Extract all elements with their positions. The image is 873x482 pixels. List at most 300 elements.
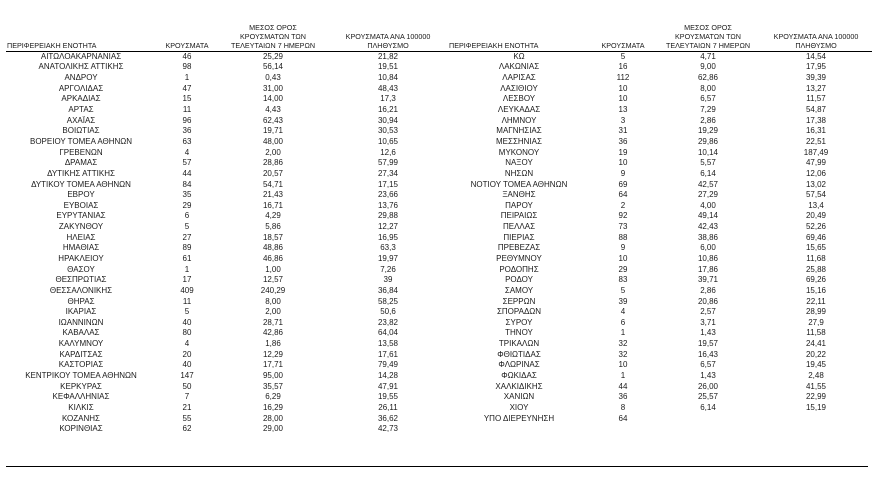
cell-avg: 48,86 [262, 243, 284, 253]
cell-avg: 26,00 [697, 381, 719, 391]
cell-rate: 187,49 [803, 147, 829, 157]
cell-region: ΚΟΖΑΝΗΣ [61, 413, 101, 423]
table-row [6, 158, 448, 169]
cell-cases: 7 [184, 392, 190, 402]
table-row [448, 126, 872, 137]
cell-avg: 46,86 [262, 253, 284, 263]
cell-rate: 30,53 [377, 126, 399, 136]
cell-cases: 15 [182, 94, 192, 104]
cell-region: ΔΥΤΙΚΗΣ ΑΤΤΙΚΗΣ [47, 168, 115, 178]
table-row [6, 403, 448, 414]
table-row [6, 147, 448, 158]
cell-region: ΧΑΛΚΙΔΙΚΗΣ [495, 381, 543, 391]
cell-rate: 12,06 [805, 168, 827, 178]
cell-avg: 6,29 [265, 392, 281, 402]
header-avg-line1: ΜΕΣΟΣ ΟΡΟΣ [684, 22, 732, 32]
cell-cases: 147 [180, 371, 194, 381]
cell-region: ΠΕΙΡΑΙΩΣ [500, 211, 538, 221]
cell-region: ΛΑΣΙΘΙΟΥ [500, 83, 538, 93]
cell-cases: 10 [618, 94, 628, 104]
cell-rate: 57,99 [377, 158, 399, 168]
cell-cases: 47 [182, 83, 192, 93]
table-row [6, 51, 448, 62]
table-row [6, 232, 448, 243]
cell-avg: 4,71 [700, 51, 716, 61]
header-region: ΠΕΡΙΦΕΡΕΙΑΚΗ ΕΝΟΤΗΤΑ [6, 14, 156, 51]
cell-region: ΚΑΣΤΟΡΙΑΣ [58, 360, 104, 370]
cell-region: ΚΕΦΑΛΛΗΝΙΑΣ [52, 392, 110, 402]
cell-avg: 16,71 [262, 200, 284, 210]
cell-avg: 19,57 [697, 339, 719, 349]
cell-avg: 48,00 [262, 136, 284, 146]
table-row [6, 254, 448, 265]
cell-cases: 11 [182, 105, 192, 115]
table-row [6, 62, 448, 73]
cell-avg: 62,86 [697, 73, 719, 83]
table-row [6, 360, 448, 371]
cell-rate: 22,99 [805, 392, 827, 402]
cell-region: ΦΘΙΩΤΙΔΑΣ [497, 349, 541, 359]
table-body-left [6, 51, 448, 435]
cell-avg: 29,00 [262, 424, 284, 434]
cell-rate: 10,84 [377, 73, 399, 83]
cell-cases: 5 [184, 222, 190, 232]
cell-avg: 42,57 [697, 179, 719, 189]
cell-cases: 13 [618, 105, 628, 115]
header-rate-line2: ΠΛΗΘΥΣΜΟ [795, 40, 837, 50]
table-row [448, 147, 872, 158]
cell-avg: 5,86 [265, 222, 281, 232]
table-row [448, 318, 872, 329]
cell-cases: 40 [182, 317, 192, 327]
cell-cases: 64 [618, 413, 628, 423]
cell-avg: 14,00 [262, 94, 284, 104]
cell-rate: 24,41 [805, 339, 827, 349]
cell-rate: 63,3 [380, 243, 396, 253]
cell-region: ΣΑΜΟΥ [504, 285, 534, 295]
cell-rate: 15,16 [805, 285, 827, 295]
cell-cases: 98 [182, 62, 192, 72]
cell-avg: 7,29 [700, 105, 716, 115]
cell-cases: 2 [620, 200, 626, 210]
cell-rate: 54,87 [805, 105, 827, 115]
cell-avg: 39,71 [697, 275, 719, 285]
cell-avg: 4,29 [265, 211, 281, 221]
cell-avg: 10,14 [697, 147, 719, 157]
cell-cases: 83 [618, 275, 628, 285]
cell-cases: 21 [182, 402, 192, 412]
cell-cases: 3 [620, 115, 626, 125]
cell-cases: 36 [182, 126, 192, 136]
cell-rate: 13,4 [808, 200, 824, 210]
cell-cases: 73 [618, 222, 628, 232]
cell-cases: 10 [618, 158, 628, 168]
cell-cases: 36 [618, 392, 628, 402]
cell-rate: 57,54 [805, 190, 827, 200]
cell-cases: 1 [184, 264, 190, 274]
cell-rate: 21,82 [377, 51, 399, 61]
cell-rate: 47,91 [377, 381, 399, 391]
cell-cases: 39 [618, 296, 628, 306]
cell-region: ΛΑΚΩΝΙΑΣ [498, 62, 540, 72]
table-row [448, 137, 872, 148]
cell-cases: 10 [618, 360, 628, 370]
cell-rate: 17,61 [377, 349, 399, 359]
table-row [6, 179, 448, 190]
cell-rate: 16,21 [377, 105, 399, 115]
cell-avg: 12,57 [262, 275, 284, 285]
table-row [448, 115, 872, 126]
cell-avg: 16,43 [697, 349, 719, 359]
header-avg [656, 14, 760, 51]
table-row [448, 83, 872, 94]
cell-cases: 6 [184, 211, 190, 221]
cell-rate: 13,58 [377, 339, 399, 349]
cell-avg: 28,86 [262, 158, 284, 168]
cell-cases: 62 [182, 424, 192, 434]
cell-cases: 89 [182, 243, 192, 253]
cell-rate: 47,99 [805, 158, 827, 168]
cell-region: ΒΟΙΩΤΙΑΣ [62, 126, 100, 136]
cell-cases: 4 [184, 339, 190, 349]
cell-cases: 4 [620, 307, 626, 317]
header-avg [218, 14, 328, 51]
cell-region: ΔΡΑΜΑΣ [64, 158, 98, 168]
cell-region: ΧΙΟΥ [509, 402, 529, 412]
cell-avg: 18,57 [262, 232, 284, 242]
cell-cases: 36 [618, 136, 628, 146]
cell-rate: 14,54 [805, 51, 827, 61]
cell-avg: 42,43 [697, 222, 719, 232]
cell-region: ΧΑΝΙΩΝ [503, 392, 535, 402]
cell-region: ΡΕΘΥΜΝΟΥ [496, 253, 542, 263]
cell-region: ΜΑΓΝΗΣΙΑΣ [496, 126, 542, 136]
table-row [448, 296, 872, 307]
cell-region: ΑΡΓΟΛΙΔΑΣ [58, 83, 104, 93]
table-row [448, 371, 872, 382]
cell-cases: 1 [620, 371, 626, 381]
cell-region: ΑΡΚΑΔΙΑΣ [61, 94, 101, 104]
cell-region: ΖΑΚΥΝΘΟΥ [58, 222, 104, 232]
table-row [6, 126, 448, 137]
cell-rate: 29,88 [377, 211, 399, 221]
cell-cases: 27 [182, 232, 192, 242]
table-row [6, 200, 448, 211]
cell-region: ΣΕΡΡΩΝ [502, 296, 536, 306]
table-row [448, 286, 872, 297]
cell-cases: 8 [620, 402, 626, 412]
cell-rate: 16,95 [377, 232, 399, 242]
cell-avg: 0,43 [265, 73, 281, 83]
cell-rate: 13,76 [377, 200, 399, 210]
cell-region: ΑΝΑΤΟΛΙΚΗΣ ΑΤΤΙΚΗΣ [38, 62, 124, 72]
table-row [448, 413, 872, 424]
cell-avg: 25,29 [262, 51, 284, 61]
cell-cases: 64 [618, 190, 628, 200]
table-row [6, 94, 448, 105]
cell-region: ΙΩΑΝΝΙΝΩΝ [58, 317, 104, 327]
cell-cases: 6 [620, 317, 626, 327]
header-region: ΠΕΡΙΦΕΡΕΙΑΚΗ ΕΝΟΤΗΤΑ [448, 14, 590, 51]
cell-region: ΕΥΒΟΙΑΣ [63, 200, 99, 210]
table-row [6, 413, 448, 424]
cell-avg: 2,86 [700, 115, 716, 125]
cell-cases: 63 [182, 136, 192, 146]
cell-avg: 8,00 [265, 296, 281, 306]
cell-rate: 17,38 [805, 115, 827, 125]
table-row [6, 211, 448, 222]
cell-cases: 32 [618, 349, 628, 359]
cell-avg: 54,71 [262, 179, 284, 189]
cell-rate: 79,49 [377, 360, 399, 370]
cell-cases: 409 [180, 285, 194, 295]
table-row [448, 339, 872, 350]
table-body-right [448, 51, 872, 424]
cell-rate: 16,31 [805, 126, 827, 136]
cell-region: ΤΡΙΚΑΛΩΝ [498, 339, 540, 349]
cell-rate: 52,26 [805, 222, 827, 232]
cell-region: ΚΑΡΔΙΤΣΑΣ [59, 349, 103, 359]
table-row [6, 73, 448, 84]
table-row [448, 243, 872, 254]
cell-rate: 20,49 [805, 211, 827, 221]
cell-region: ΘΕΣΠΡΩΤΙΑΣ [55, 275, 107, 285]
cell-region: ΙΚΑΡΙΑΣ [65, 307, 97, 317]
cell-avg: 17,71 [262, 360, 284, 370]
cell-region: ΠΡΕΒΕΖΑΣ [497, 243, 541, 253]
cell-avg: 9,00 [700, 62, 716, 72]
table-row [448, 158, 872, 169]
cell-rate: 48,43 [377, 83, 399, 93]
cell-region: ΛΗΜΝΟΥ [501, 115, 537, 125]
cell-region: ΡΟΔΟΥ [505, 275, 533, 285]
cell-rate: 41,55 [805, 381, 827, 391]
header-cases: ΚΡΟΥΣΜΑΤΑ [590, 14, 656, 51]
cell-avg: 56,14 [262, 62, 284, 72]
cell-avg: 19,29 [697, 126, 719, 136]
table-row [6, 392, 448, 403]
table-row [448, 62, 872, 73]
cell-region: ΦΩΚΙΔΑΣ [501, 371, 537, 381]
table-row [448, 222, 872, 233]
cell-rate: 69,46 [805, 232, 827, 242]
cell-region: ΘΑΣΟΥ [67, 264, 95, 274]
cell-rate: 15,19 [805, 402, 827, 412]
cell-cases: 96 [182, 115, 192, 125]
header-avg-line2: ΚΡΟΥΣΜΑΤΩΝ ΤΩΝ [675, 31, 741, 41]
cell-cases: 9 [620, 168, 626, 178]
cell-cases: 31 [618, 126, 628, 136]
table-row [6, 137, 448, 148]
cell-avg: 8,00 [700, 83, 716, 93]
cell-avg: 1,86 [265, 339, 281, 349]
cell-cases: 5 [620, 285, 626, 295]
table-row [448, 105, 872, 116]
cell-cases: 84 [182, 179, 192, 189]
cell-avg: 6,57 [700, 94, 716, 104]
cell-cases: 88 [618, 232, 628, 242]
cell-cases: 19 [618, 147, 628, 157]
cell-region: ΛΑΡΙΣΑΣ [502, 73, 536, 83]
cell-avg: 1,43 [700, 371, 716, 381]
cell-avg: 38,86 [697, 232, 719, 242]
table-row [448, 360, 872, 371]
cell-cases: 61 [182, 253, 192, 263]
cell-region: ΜΥΚΟΝΟΥ [498, 147, 540, 157]
header-cases: ΚΡΟΥΣΜΑΤΑ [156, 14, 218, 51]
cell-avg: 49,14 [697, 211, 719, 221]
header-rate [328, 14, 448, 51]
cell-rate: 13,27 [805, 83, 827, 93]
cases-table-left [6, 14, 448, 435]
header-row [6, 14, 448, 51]
table-row [6, 83, 448, 94]
header-avg-line2: ΚΡΟΥΣΜΑΤΩΝ ΤΩΝ [240, 31, 306, 41]
table-row [448, 307, 872, 318]
table-row [448, 200, 872, 211]
cell-cases: 92 [618, 211, 628, 221]
cell-rate: 19,51 [377, 62, 399, 72]
cell-avg: 25,57 [697, 392, 719, 402]
cell-cases: 20 [182, 349, 192, 359]
table-row [448, 275, 872, 286]
table-row [448, 328, 872, 339]
cell-rate: 12,6 [380, 147, 396, 157]
table-row [6, 105, 448, 116]
table-row [6, 275, 448, 286]
cell-region: ΤΗΝΟΥ [505, 328, 533, 338]
cell-region: ΦΛΩΡΙΝΑΣ [498, 360, 540, 370]
cell-rate: 19,97 [377, 253, 399, 263]
cell-region: ΕΒΡΟΥ [67, 190, 95, 200]
cell-rate: 23,82 [377, 317, 399, 327]
cell-region: ΑΧΑΪΑΣ [66, 115, 96, 125]
cell-rate: 11,58 [806, 328, 826, 338]
table-row [448, 179, 872, 190]
cell-avg: 19,71 [262, 126, 284, 136]
cell-avg: 35,57 [262, 381, 284, 391]
cell-region: ΕΥΡΥΤΑΝΙΑΣ [56, 211, 106, 221]
cell-region: ΓΡΕΒΕΝΩΝ [59, 147, 103, 157]
cell-avg: 4,00 [700, 200, 716, 210]
header-rate-line1: ΚΡΟΥΣΜΑΤΑ ΑΝΑ 100000 [345, 31, 431, 41]
table-row [448, 73, 872, 84]
header-rate [760, 14, 872, 51]
cell-rate: 13,02 [805, 179, 827, 189]
table-row [6, 371, 448, 382]
cell-region: ΗΛΕΙΑΣ [66, 232, 96, 242]
cell-region: ΑΝΔΡΟΥ [64, 73, 98, 83]
cell-avg: 6,00 [700, 243, 716, 253]
cell-region: ΝΑΞΟΥ [505, 158, 533, 168]
table-row [448, 403, 872, 414]
cell-rate: 10,65 [377, 136, 399, 146]
cell-cases: 1 [184, 73, 190, 83]
table-row [6, 349, 448, 360]
cell-rate: 28,99 [805, 307, 827, 317]
cell-cases: 32 [618, 339, 628, 349]
cell-rate [760, 413, 872, 424]
cell-rate: 22,51 [805, 136, 827, 146]
cell-cases: 112 [616, 73, 630, 83]
cell-rate: 36,62 [377, 413, 399, 423]
cell-avg: 2,00 [265, 147, 281, 157]
cell-avg: 3,71 [700, 317, 716, 327]
cell-region: ΔΥΤΙΚΟΥ ΤΟΜΕΑ ΑΘΗΝΩΝ [31, 179, 131, 189]
table-row [448, 169, 872, 180]
table-row [6, 243, 448, 254]
table-row [6, 339, 448, 350]
cell-rate: 64,04 [377, 328, 399, 338]
cell-cases: 57 [182, 158, 192, 168]
table-row [6, 307, 448, 318]
cell-avg: 5,57 [700, 158, 716, 168]
cell-cases: 11 [182, 296, 192, 306]
cell-rate: 39,39 [805, 73, 827, 83]
cell-rate: 12,27 [377, 222, 399, 232]
cell-rate: 30,94 [377, 115, 399, 125]
cell-avg: 6,14 [700, 168, 716, 178]
cell-avg: 21,43 [262, 190, 284, 200]
cell-rate: 25,88 [805, 264, 827, 274]
cell-rate: 39 [383, 275, 393, 285]
cell-region: ΗΡΑΚΛΕΙΟΥ [58, 253, 104, 263]
cell-cases: 16 [618, 62, 628, 72]
cell-avg: 17,86 [697, 264, 719, 274]
table-row [6, 424, 448, 435]
cell-cases: 17 [182, 275, 192, 285]
cell-avg: 10,86 [697, 253, 719, 263]
cell-cases: 50 [182, 381, 192, 391]
table-row [448, 51, 872, 62]
cell-rate: 22,11 [806, 296, 826, 306]
table-row [448, 264, 872, 275]
cell-cases: 5 [184, 307, 190, 317]
cell-rate: 17,15 [377, 179, 399, 189]
cell-rate: 7,26 [380, 264, 396, 274]
cell-region: ΣΥΡΟΥ [505, 317, 533, 327]
cell-rate: 50,6 [380, 307, 396, 317]
cell-region: ΞΑΝΘΗΣ [502, 190, 536, 200]
cell-cases: 35 [182, 190, 192, 200]
cell-region: ΚΟΡΙΝΘΙΑΣ [59, 424, 103, 434]
cell-rate: 26,11 [378, 402, 398, 412]
cell-avg: 28,00 [262, 413, 284, 423]
cell-region: ΚΑΒΑΛΑΣ [62, 328, 100, 338]
cell-cases: 29 [618, 264, 628, 274]
cell-rate: 23,66 [377, 190, 399, 200]
cell-rate: 14,28 [377, 371, 399, 381]
cell-region: ΑΡΤΑΣ [68, 105, 94, 115]
cell-rate: 17,3 [380, 94, 396, 104]
cell-cases: 44 [618, 381, 628, 391]
cell-region: ΝΗΣΩΝ [504, 168, 534, 178]
cell-cases: 5 [620, 51, 626, 61]
cell-region: ΛΕΥΚΑΔΑΣ [497, 105, 541, 115]
cell-avg: 28,71 [262, 317, 284, 327]
cell-region: ΝΟΤΙΟΥ ΤΟΜΕΑ ΑΘΗΝΩΝ [470, 179, 568, 189]
cell-region: ΑΙΤΩΛΟΑΚΑΡΝΑΝΙΑΣ [40, 51, 122, 61]
cell-region: ΚΑΛΥΜΝΟΥ [58, 339, 104, 349]
cell-rate: 36,84 [377, 285, 399, 295]
cell-rate: 27,34 [377, 168, 399, 178]
header-avg-line3: ΤΕΛΕΥΤΑΙΩΝ 7 ΗΜΕΡΩΝ [665, 40, 751, 50]
cell-region: ΡΟΔΟΠΗΣ [499, 264, 539, 274]
cell-rate: 17,95 [805, 62, 827, 72]
cell-cases: 4 [184, 147, 190, 157]
cell-region: ΠΕΛΛΑΣ [502, 222, 536, 232]
cell-rate: 69,26 [805, 275, 827, 285]
